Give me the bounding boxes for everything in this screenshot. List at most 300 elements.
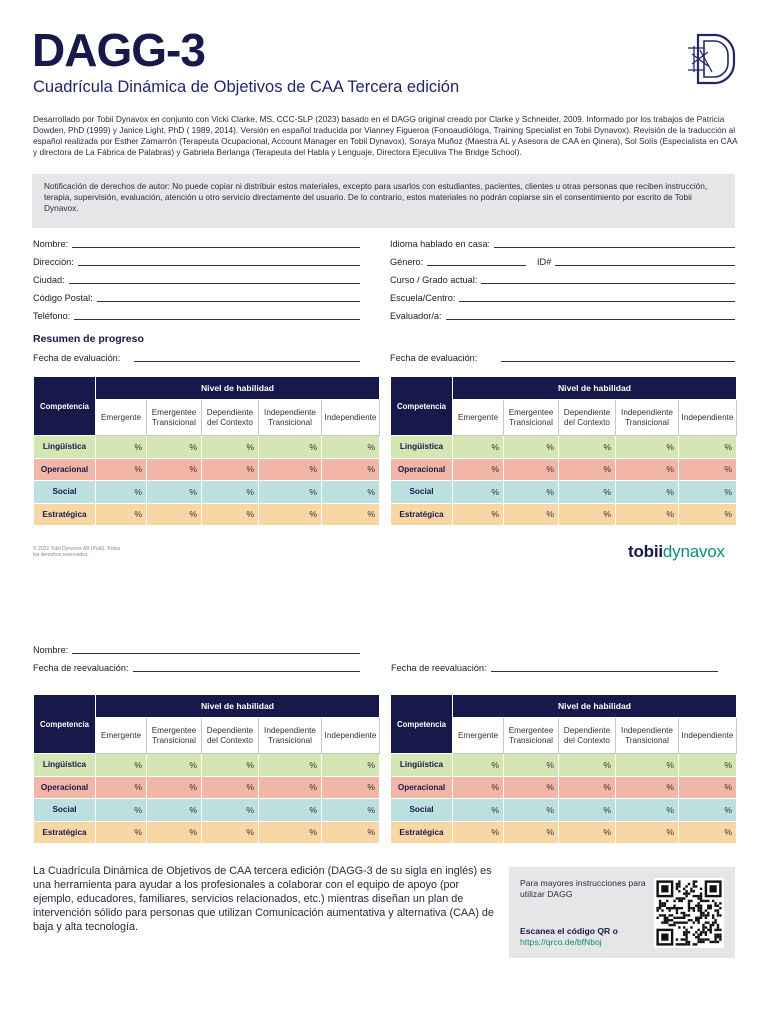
qr-module bbox=[685, 885, 687, 887]
input-line[interactable] bbox=[97, 301, 360, 302]
input-line[interactable] bbox=[69, 283, 360, 284]
percent-cell[interactable]: % bbox=[96, 754, 147, 777]
qr-module bbox=[719, 914, 721, 916]
qr-module bbox=[714, 921, 716, 923]
qr-module bbox=[712, 914, 714, 916]
percent-cell[interactable]: % bbox=[147, 821, 202, 844]
qr-module bbox=[695, 880, 697, 882]
qr-module bbox=[712, 917, 714, 919]
qr-module bbox=[717, 905, 719, 907]
percent-cell[interactable]: % bbox=[559, 458, 616, 481]
field-id[interactable] bbox=[537, 254, 735, 268]
qr-module bbox=[700, 900, 702, 902]
competencia-header: Competencia bbox=[34, 695, 96, 754]
percent-cell[interactable]: % bbox=[96, 799, 147, 822]
field-codigo-postal[interactable] bbox=[33, 290, 360, 304]
field-fecha-reevaluacion-2[interactable] bbox=[391, 660, 718, 674]
percent-cell[interactable]: % bbox=[202, 481, 259, 504]
level-header: Emergentee Transicional bbox=[147, 400, 202, 436]
qr-module bbox=[717, 936, 719, 938]
row-social bbox=[391, 481, 737, 504]
qr-module bbox=[685, 943, 687, 945]
field-fecha-evaluacion-1[interactable] bbox=[33, 350, 360, 364]
percent-cell[interactable]: % bbox=[453, 799, 504, 822]
level-header: Dependiente del Contexto bbox=[559, 400, 616, 436]
percent-cell[interactable]: % bbox=[504, 436, 559, 459]
percent-cell[interactable]: % bbox=[147, 458, 202, 481]
percent-cell[interactable]: % bbox=[147, 799, 202, 822]
percent-cell[interactable]: % bbox=[322, 481, 380, 504]
qr-module bbox=[693, 880, 695, 882]
qr-module bbox=[685, 938, 687, 940]
percent-cell[interactable]: % bbox=[96, 821, 147, 844]
percent-cell[interactable]: % bbox=[616, 436, 679, 459]
qr-module bbox=[690, 926, 692, 928]
brand-logo bbox=[628, 542, 725, 562]
qr-module bbox=[676, 883, 678, 885]
qr-module bbox=[702, 938, 704, 940]
field-label: Ciudad: bbox=[33, 275, 65, 285]
field-idioma[interactable] bbox=[390, 236, 735, 250]
percent-cell[interactable]: % bbox=[322, 754, 380, 777]
field-escuela[interactable] bbox=[390, 290, 735, 304]
percent-cell[interactable]: % bbox=[616, 458, 679, 481]
field-evaluador[interactable] bbox=[390, 308, 735, 322]
percent-cell[interactable]: % bbox=[453, 754, 504, 777]
qr-module bbox=[688, 883, 690, 885]
qr-module bbox=[656, 909, 658, 911]
qr-module bbox=[661, 885, 668, 892]
qr-module bbox=[683, 914, 685, 916]
qr-module bbox=[683, 917, 685, 919]
field-label: Dirección: bbox=[33, 257, 74, 267]
qr-module bbox=[693, 934, 695, 936]
percent-cell[interactable]: % bbox=[616, 821, 679, 844]
percent-cell[interactable]: % bbox=[96, 776, 147, 799]
qr-code-icon[interactable] bbox=[654, 878, 724, 948]
qr-module bbox=[676, 909, 678, 911]
qr-module bbox=[693, 907, 695, 909]
percent-cell[interactable]: % bbox=[202, 754, 259, 777]
qr-module bbox=[681, 917, 683, 919]
qr-module bbox=[710, 885, 717, 892]
qr-url-link[interactable]: https://qrco.de/bfNboj bbox=[520, 937, 602, 947]
qr-module bbox=[697, 929, 699, 931]
qr-module bbox=[685, 931, 687, 933]
qr-module bbox=[666, 900, 668, 902]
percent-cell[interactable]: % bbox=[322, 458, 380, 481]
qr-module bbox=[714, 902, 716, 904]
qr-module bbox=[661, 934, 668, 941]
qr-module bbox=[714, 929, 716, 931]
qr-module bbox=[717, 929, 719, 931]
percent-cell[interactable]: % bbox=[616, 754, 679, 777]
qr-module bbox=[668, 914, 670, 916]
qr-module bbox=[697, 936, 699, 938]
qr-module bbox=[664, 914, 666, 916]
row-label: Estratégica bbox=[391, 503, 453, 526]
qr-module bbox=[676, 943, 678, 945]
percent-cell[interactable]: % bbox=[559, 754, 616, 777]
row-estrategica bbox=[391, 821, 737, 844]
percent-cell[interactable]: % bbox=[504, 458, 559, 481]
percent-cell[interactable]: % bbox=[147, 776, 202, 799]
level-header: Independiente bbox=[679, 718, 737, 754]
row-label: Operacional bbox=[391, 458, 453, 481]
percent-cell[interactable]: % bbox=[504, 503, 559, 526]
row-label: Operacional bbox=[34, 776, 96, 799]
percent-cell[interactable]: % bbox=[96, 503, 147, 526]
row-label: Social bbox=[34, 799, 96, 822]
row-label: Social bbox=[391, 799, 453, 822]
qr-module bbox=[710, 924, 712, 926]
qr-module bbox=[705, 917, 707, 919]
input-line[interactable] bbox=[459, 301, 735, 302]
percent-cell[interactable]: % bbox=[147, 754, 202, 777]
percent-cell[interactable]: % bbox=[202, 503, 259, 526]
percent-cell[interactable]: % bbox=[259, 436, 322, 459]
field-label: Curso / Grado actual: bbox=[390, 275, 478, 285]
row-label: Social bbox=[34, 481, 96, 504]
input-line[interactable] bbox=[491, 671, 718, 672]
level-header: Emergentee Transicional bbox=[504, 400, 559, 436]
competencia-header: Competencia bbox=[391, 377, 453, 436]
input-line[interactable] bbox=[446, 319, 735, 320]
qr-module bbox=[688, 907, 690, 909]
qr-module bbox=[664, 902, 666, 904]
qr-module bbox=[676, 888, 678, 890]
field-label: Fecha de evaluación: bbox=[390, 353, 478, 363]
qr-module bbox=[688, 919, 690, 921]
qr-module bbox=[673, 921, 675, 923]
small-copyright: © 2022 Tobii Dynavox AB (Publ). Todos los derechos reservados. bbox=[33, 546, 121, 558]
qr-module bbox=[659, 902, 661, 904]
percent-cell[interactable]: % bbox=[259, 799, 322, 822]
level-header: Emergente bbox=[96, 718, 147, 754]
percent-cell[interactable]: % bbox=[679, 481, 737, 504]
field-nombre[interactable] bbox=[33, 236, 360, 250]
percent-cell[interactable]: % bbox=[616, 503, 679, 526]
percent-cell[interactable]: % bbox=[504, 799, 559, 822]
percent-cell[interactable]: % bbox=[616, 481, 679, 504]
percent-cell[interactable]: % bbox=[504, 481, 559, 504]
qr-module bbox=[688, 941, 690, 943]
qr-module bbox=[702, 924, 704, 926]
qr-module bbox=[681, 938, 683, 940]
qr-module bbox=[710, 941, 712, 943]
input-line[interactable] bbox=[133, 671, 360, 672]
input-line[interactable] bbox=[555, 265, 735, 266]
qr-module bbox=[688, 943, 690, 945]
qr-module bbox=[714, 905, 716, 907]
percent-cell[interactable]: % bbox=[504, 754, 559, 777]
qr-module bbox=[664, 919, 666, 921]
field-label: Fecha de evaluación: bbox=[33, 353, 121, 363]
qr-module bbox=[678, 880, 680, 882]
qr-module bbox=[697, 919, 699, 921]
qr-module bbox=[707, 929, 709, 931]
qr-module bbox=[678, 897, 680, 899]
percent-cell[interactable]: % bbox=[559, 436, 616, 459]
row-operacional bbox=[391, 776, 737, 799]
qr-module bbox=[676, 897, 678, 899]
percent-cell[interactable]: % bbox=[202, 776, 259, 799]
level-header: Independiente bbox=[679, 400, 737, 436]
row-label: Operacional bbox=[34, 458, 96, 481]
level-header: Dependiente del Contexto bbox=[202, 718, 259, 754]
percent-cell[interactable]: % bbox=[616, 799, 679, 822]
percent-cell[interactable]: % bbox=[679, 776, 737, 799]
level-header: Emergente bbox=[96, 400, 147, 436]
percent-cell[interactable]: % bbox=[322, 436, 380, 459]
skill-table bbox=[390, 694, 737, 844]
row-linguistica bbox=[391, 754, 737, 777]
percent-cell[interactable]: % bbox=[679, 799, 737, 822]
qr-module bbox=[705, 921, 707, 923]
percent-cell[interactable]: % bbox=[559, 481, 616, 504]
field-telefono[interactable] bbox=[33, 308, 360, 322]
qr-module bbox=[676, 907, 678, 909]
qr-module bbox=[707, 900, 709, 902]
input-line[interactable] bbox=[72, 247, 360, 248]
qr-module bbox=[664, 905, 666, 907]
input-line[interactable] bbox=[501, 361, 735, 362]
field-label: Nombre: bbox=[33, 645, 69, 655]
percent-cell[interactable]: % bbox=[259, 821, 322, 844]
qr-module bbox=[705, 934, 707, 936]
nivel-header: Nivel de habilidad bbox=[453, 377, 737, 400]
input-line[interactable] bbox=[427, 265, 526, 266]
qr-module bbox=[659, 900, 661, 902]
percent-cell[interactable]: % bbox=[96, 436, 147, 459]
input-line[interactable] bbox=[72, 653, 360, 654]
qr-module bbox=[673, 905, 675, 907]
percent-cell[interactable]: % bbox=[259, 776, 322, 799]
level-header: Emergente bbox=[453, 718, 504, 754]
percent-cell[interactable]: % bbox=[259, 503, 322, 526]
field-nombre-2[interactable] bbox=[33, 642, 360, 656]
qr-module bbox=[695, 931, 697, 933]
percent-cell[interactable]: % bbox=[202, 821, 259, 844]
qr-module bbox=[702, 926, 704, 928]
level-header: Independiente bbox=[322, 400, 380, 436]
percent-cell[interactable]: % bbox=[453, 821, 504, 844]
qr-module bbox=[714, 909, 716, 911]
qr-module bbox=[707, 907, 709, 909]
percent-cell[interactable]: % bbox=[679, 821, 737, 844]
percent-cell[interactable]: % bbox=[679, 503, 737, 526]
input-line[interactable] bbox=[494, 247, 735, 248]
percent-cell[interactable]: % bbox=[616, 776, 679, 799]
qr-module bbox=[697, 909, 699, 911]
qr-module bbox=[712, 921, 714, 923]
field-label: Idioma hablado en casa: bbox=[390, 239, 491, 249]
input-line[interactable] bbox=[134, 361, 360, 362]
qr-module bbox=[702, 929, 704, 931]
row-label: Operacional bbox=[391, 776, 453, 799]
row-operacional bbox=[391, 458, 737, 481]
percent-cell[interactable]: % bbox=[679, 436, 737, 459]
field-fecha-reevaluacion-1[interactable] bbox=[33, 660, 360, 674]
qr-module bbox=[705, 938, 707, 940]
qr-module bbox=[717, 924, 719, 926]
qr-module bbox=[702, 914, 704, 916]
row-social bbox=[34, 799, 380, 822]
percent-cell[interactable]: % bbox=[322, 776, 380, 799]
percent-cell[interactable]: % bbox=[322, 799, 380, 822]
field-genero[interactable] bbox=[390, 254, 526, 268]
brand-part-b: dynavox bbox=[662, 542, 725, 561]
percent-cell[interactable]: % bbox=[322, 821, 380, 844]
qr-module bbox=[681, 900, 683, 902]
field-curso[interactable] bbox=[390, 272, 735, 286]
qr-module bbox=[671, 907, 673, 909]
percent-cell[interactable]: % bbox=[679, 458, 737, 481]
row-label: Lingüística bbox=[34, 754, 96, 777]
qr-module bbox=[695, 919, 697, 921]
qr-module bbox=[673, 917, 675, 919]
qr-module bbox=[678, 900, 680, 902]
qr-module bbox=[697, 905, 699, 907]
percent-cell[interactable]: % bbox=[453, 436, 504, 459]
qr-module bbox=[659, 907, 661, 909]
qr-module bbox=[688, 909, 690, 911]
qr-module bbox=[678, 885, 680, 887]
percent-cell[interactable]: % bbox=[559, 776, 616, 799]
level-header: Independiente Transicional bbox=[259, 400, 322, 436]
row-linguistica bbox=[34, 754, 380, 777]
skill-table bbox=[33, 376, 380, 526]
qr-module bbox=[666, 917, 668, 919]
qr-module bbox=[664, 921, 666, 923]
qr-module bbox=[697, 921, 699, 923]
qr-module bbox=[700, 892, 702, 894]
qr-module bbox=[695, 885, 697, 887]
qr-module bbox=[695, 895, 697, 897]
qr-module bbox=[717, 934, 719, 936]
qr-module bbox=[695, 917, 697, 919]
row-linguistica bbox=[391, 436, 737, 459]
qr-module bbox=[719, 938, 721, 940]
qr-module bbox=[693, 883, 695, 885]
qr-module bbox=[661, 921, 663, 923]
skill-table bbox=[390, 376, 737, 526]
percent-cell[interactable]: % bbox=[453, 458, 504, 481]
input-line[interactable] bbox=[74, 319, 360, 320]
qr-module bbox=[685, 934, 687, 936]
row-operacional bbox=[34, 458, 380, 481]
field-label: Fecha de reevaluación: bbox=[391, 663, 487, 673]
qr-module bbox=[676, 912, 678, 914]
qr-module bbox=[681, 943, 683, 945]
percent-cell[interactable]: % bbox=[679, 754, 737, 777]
qr-module bbox=[676, 938, 678, 940]
input-line[interactable] bbox=[78, 265, 360, 266]
percent-cell[interactable]: % bbox=[504, 776, 559, 799]
percent-cell[interactable]: % bbox=[147, 481, 202, 504]
percent-cell[interactable]: % bbox=[559, 503, 616, 526]
qr-module bbox=[719, 907, 721, 909]
percent-cell[interactable]: % bbox=[453, 776, 504, 799]
qr-module bbox=[683, 921, 685, 923]
percent-cell[interactable]: % bbox=[504, 821, 559, 844]
percent-cell[interactable]: % bbox=[147, 436, 202, 459]
qr-module bbox=[690, 919, 692, 921]
qr-module bbox=[714, 938, 716, 940]
percent-cell[interactable]: % bbox=[202, 799, 259, 822]
field-label: Teléfono: bbox=[33, 311, 71, 321]
nivel-header: Nivel de habilidad bbox=[453, 695, 737, 718]
qr-module bbox=[697, 934, 699, 936]
row-label: Estratégica bbox=[34, 821, 96, 844]
level-header: Independiente Transicional bbox=[616, 400, 679, 436]
percent-cell[interactable]: % bbox=[559, 821, 616, 844]
percent-cell[interactable]: % bbox=[96, 458, 147, 481]
percent-cell[interactable]: % bbox=[259, 754, 322, 777]
qr-module bbox=[697, 897, 699, 899]
qr-module bbox=[719, 902, 721, 904]
qr-module bbox=[719, 936, 721, 938]
qr-module bbox=[700, 941, 702, 943]
qr-module bbox=[678, 926, 680, 928]
qr-module bbox=[690, 890, 692, 892]
qr-module bbox=[702, 931, 704, 933]
input-line[interactable] bbox=[481, 283, 735, 284]
qr-module bbox=[697, 902, 699, 904]
qr-module bbox=[693, 909, 695, 911]
field-direccion[interactable] bbox=[33, 254, 360, 268]
qr-module bbox=[700, 897, 702, 899]
percent-cell[interactable]: % bbox=[202, 458, 259, 481]
qr-module bbox=[700, 917, 702, 919]
nivel-header: Nivel de habilidad bbox=[96, 695, 380, 718]
percent-cell[interactable]: % bbox=[202, 436, 259, 459]
qr-module bbox=[664, 917, 666, 919]
qr-module bbox=[697, 895, 699, 897]
qr-module bbox=[697, 907, 699, 909]
qr-module bbox=[685, 929, 687, 931]
qr-module bbox=[714, 941, 716, 943]
level-header: Dependiente del Contexto bbox=[202, 400, 259, 436]
qr-module bbox=[693, 895, 695, 897]
qr-module bbox=[700, 895, 702, 897]
qr-module bbox=[717, 941, 719, 943]
level-header: Independiente Transicional bbox=[259, 718, 322, 754]
qr-module bbox=[671, 914, 673, 916]
field-label: Nombre: bbox=[33, 239, 69, 249]
percent-cell[interactable]: % bbox=[147, 503, 202, 526]
percent-cell[interactable]: % bbox=[259, 458, 322, 481]
percent-cell[interactable]: % bbox=[559, 799, 616, 822]
qr-module bbox=[668, 909, 670, 911]
qr-module bbox=[693, 921, 695, 923]
row-linguistica bbox=[34, 436, 380, 459]
qr-module bbox=[712, 941, 714, 943]
qr-module bbox=[710, 931, 712, 933]
qr-module bbox=[707, 914, 709, 916]
percent-cell[interactable]: % bbox=[453, 481, 504, 504]
qr-module bbox=[705, 914, 707, 916]
row-label: Social bbox=[391, 481, 453, 504]
field-ciudad[interactable] bbox=[33, 272, 360, 286]
percent-cell[interactable]: % bbox=[322, 503, 380, 526]
qr-module bbox=[661, 902, 663, 904]
percent-cell[interactable]: % bbox=[453, 503, 504, 526]
percent-cell[interactable]: % bbox=[96, 481, 147, 504]
qr-module bbox=[666, 919, 668, 921]
field-fecha-evaluacion-2[interactable] bbox=[390, 350, 735, 364]
percent-cell[interactable]: % bbox=[259, 481, 322, 504]
